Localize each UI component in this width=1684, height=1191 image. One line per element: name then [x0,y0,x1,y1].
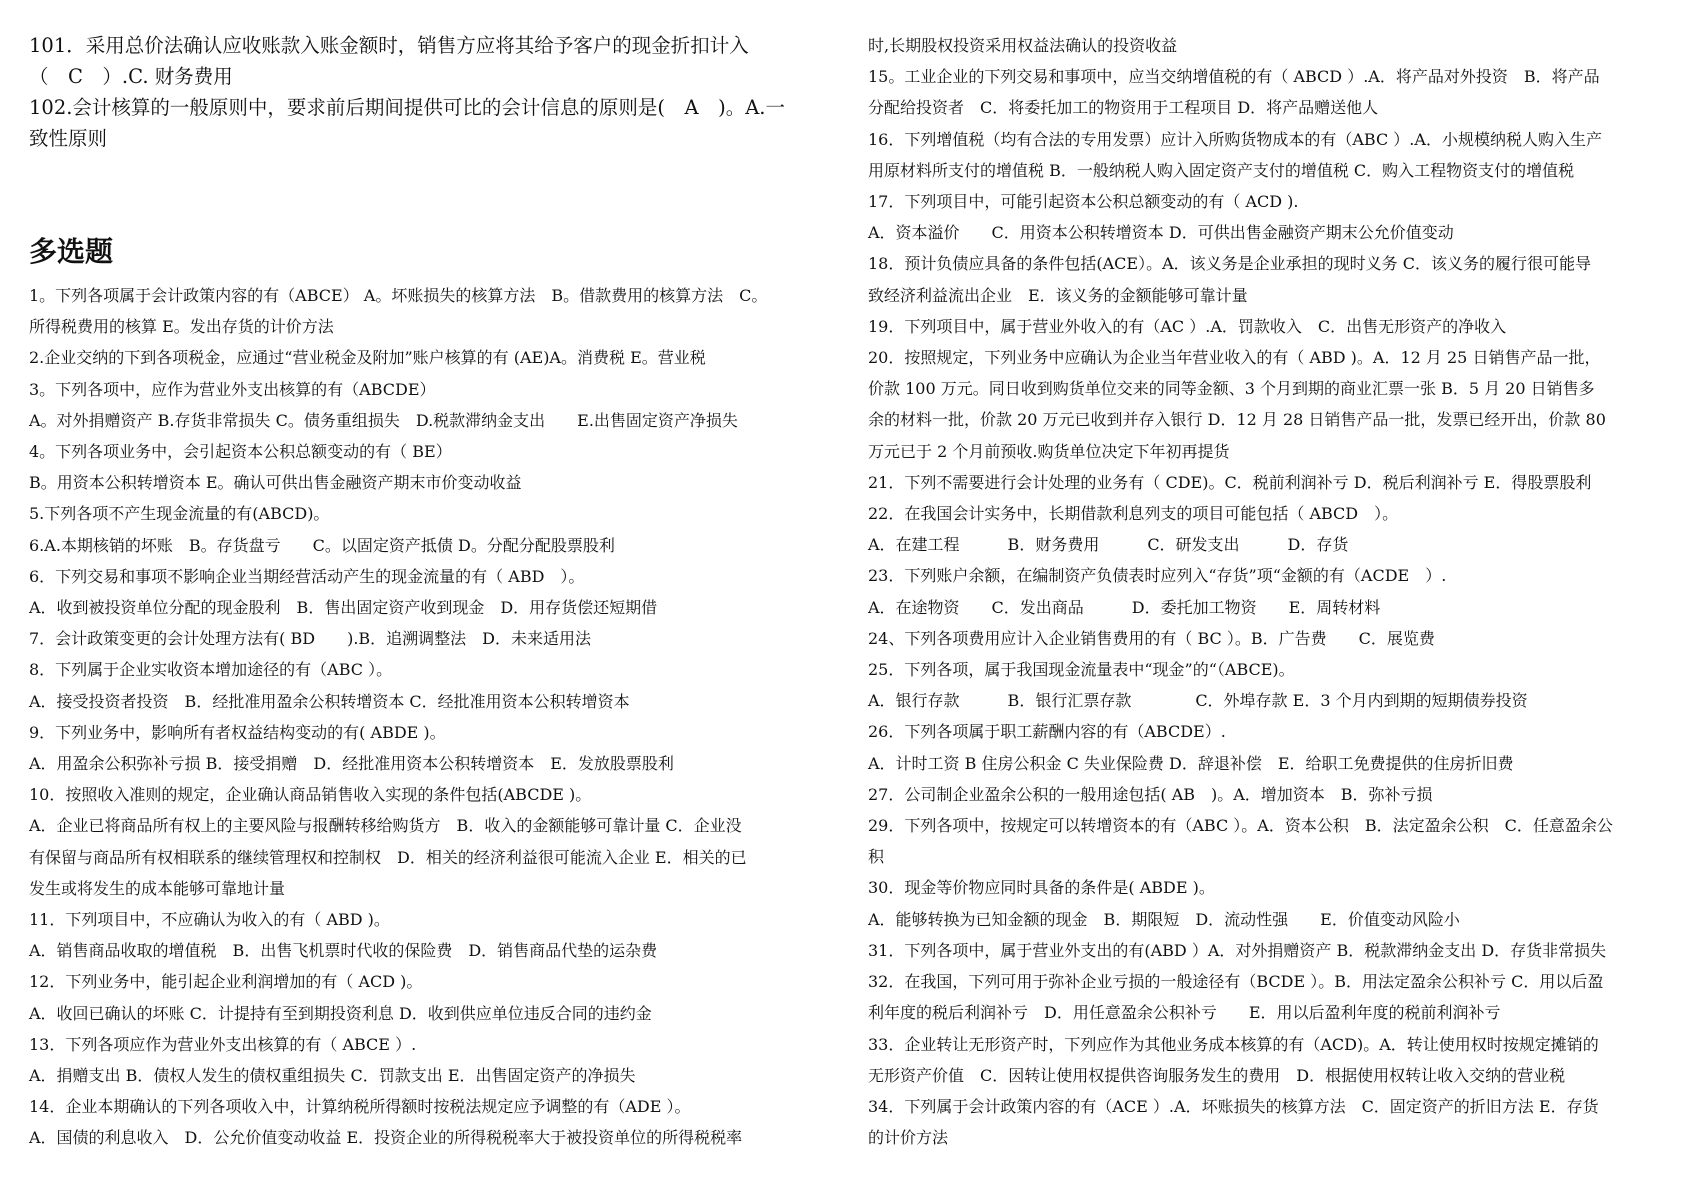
text-line: 22．在我国会计实务中，长期借款利息列支的项目可能包括（ ABCD ）。 [868,504,1399,524]
text-line: 用原材料所支付的增值税 B．一般纳税人购入固定资产支付的增值税 C．购入工程物资支付的增值税 [868,160,1575,180]
text-line: 致经济利益流出企业 E．该义务的金额能够可靠计量 [868,285,1248,305]
text-line: A。对外捐赠资产 B.存货非常损失 C。债务重组损失 D.税款滞纳金支出 E.出售固定资产净损失 [29,410,738,430]
question-102-line-1: 102.会计核算的一般原则中，要求前后期间提供可比的会计信息的原则是( A )。A.一 [29,96,785,119]
heading-gap [29,272,829,280]
question-101-line-1: 101．采用总价法确认应收账款入账金额时，销售方应将其给予客户的现金折扣计入 [29,34,749,57]
text-line: 34．下列属于会计政策内容的有（ACE ）.A．坏账损失的核算方法 C．固定资产的折旧方法 E．存货 [868,1096,1599,1116]
text-line: 1。下列各项属于会计政策内容的有（ABCE） A。坏账损失的核算方法 B。借款费用的核算方法 C。 [29,286,768,305]
text-line: 13．下列各项应作为营业外支出核算的有（ ABCE ）. [29,1034,417,1054]
text-line: A．在建工程 B．财务费用 C．研发支出 D．存货 [868,535,1349,555]
text-line: A．收回已确认的坏账 C．计提持有至到期投资利息 D．收到供应单位违反合同的违约金 [29,1003,652,1023]
text-line: 23．下列账户余额，在编制资产负债表时应列入“存货”项“金额的有（ACDE ）. [868,566,1447,586]
text-line: 21．下列不需要进行会计处理的业务有（ CDE)。C．税前利润补亏 D．税后利润补亏 E．得股票股利 [868,472,1592,492]
text-line: A．国债的利息收入 D．公允价值变动收益 E．投资企业的所得税税率大于被投资单位的所得税税率 [29,1128,743,1148]
text-line: 20．按照规定，下列业务中应确认为企业当年营业收入的有（ ABD )。A．12 月 25 日销售产品一批， [868,348,1601,368]
text-line: 33．企业转让无形资产时，下列应作为其他业务成本核算的有（ACD)。A．转让使用权时按规定摊销的 [868,1034,1599,1054]
text-line: 分配给投资者 C．将委托加工的物资用于工程项目 D．将产品赠送他人 [868,98,1379,118]
text-line: 8．下列属于企业实收资本增加途径的有（ABC ）。 [29,660,393,680]
text-line: 5.下列各项不产生现金流量的有(ABCD)。 [29,504,330,524]
text-line: A．企业已将商品所有权上的主要风险与报酬转移给购货方 B．收入的金额能够可靠计量 C．企业没 [29,816,742,836]
text-line: 29．下列各项中，按规定可以转增资本的有（ABC ）。A．资本公积 B．法定盈余公积 C．任意盈余公 [868,816,1613,836]
text-line: 积 [868,847,885,867]
text-line: 15。工业企业的下列交易和事项中，应当交纳增值税的有（ ABCD ）.A．将产品对外投资 B．将产品 [868,67,1600,87]
text-line: A．能够转换为已知金额的现金 B．期限短 D．流动性强 E．价值变动风险小 [868,909,1460,929]
text-line: A．收到被投资单位分配的现金股利 B．售出固定资产收到现金 D．用存货偿还短期借 [29,598,658,618]
text-line: 7．会计政策变更的会计处理方法有( BD ).B．追溯调整法 D．未来适用法 [29,629,592,649]
text-line: 27．公司制企业盈余公积的一般用途包括( AB )。A．增加资本 B．弥补亏损 [868,784,1433,804]
question-101-line-2: （ C ）.C. 财务费用 [29,65,233,88]
text-line: 10．按照收入准则的规定，企业确认商品销售收入实现的条件包括(ABCDE )。 [29,785,592,805]
text-line: 31．下列各项中，属于营业外支出的有(ABD ）A．对外捐赠资产 B．税款滞纳金支出 D．存货非常损失 [868,940,1607,960]
text-line: 30．现金等价物应同时具备的条件是( ABDE )。 [868,878,1215,898]
text-line: 32．在我国，下列可用于弥补企业亏损的一般途径有（BCDE ）。B．用法定盈余公积补亏 C．用以后盈 [868,972,1604,992]
text-line: A．在途物资 C．发出商品 D．委托加工物资 E．周转材料 [868,597,1381,617]
text-line: 3。下列各项中，应作为营业外支出核算的有（ABCDE） [29,379,436,399]
text-line: 2.企业交纳的下到各项税金，应通过“营业税金及附加”账户核算的有 (AE)A。消费税 E。营业税 [29,348,706,368]
text-line: 所得税费用的核算 E。发出存货的计价方法 [29,317,334,337]
text-line: 25．下列各项，属于我国现金流量表中“现金”的“（ABCE)。 [868,660,1295,680]
text-line: 16．下列增值税（均有合法的专用发票）应计入所购货物成本的有（ABC ）.A．小规模纳税人购入生产 [868,129,1602,149]
section-gap [29,154,829,232]
text-line: 利年度的税后利润补亏 D．用任意盈余公积补亏 E．用以后盈利年度的税前利润补亏 [868,1003,1501,1023]
text-line: 有保留与商品所有权相联系的继续管理权和控制权 D．相关的经济利益很可能流入企业 E．相关的已 [29,847,747,867]
text-line: 4。下列各项业务中，会引起资本公积总额变动的有（ BE） [29,442,452,462]
text-line: 12．下列业务中，能引起企业利润增加的有（ ACD )。 [29,972,423,992]
text-line: A．销售商品收取的增值税 B．出售飞机票时代收的保险费 D．销售商品代垫的运杂费 [29,941,658,961]
text-line: 14．企业本期确认的下列各项收入中，计算纳税所得额时按税法规定应予调整的有（ADE ）。 [29,1097,691,1117]
question-102-line-2: 致性原则 [29,127,108,150]
text-line: 26．下列各项属于职工薪酬内容的有（ABCDE）. [868,722,1226,742]
text-line: A．银行存款 B．银行汇票存款 C．外埠存款 E．3 个月内到期的短期债券投资 [868,691,1528,711]
text-line: 发生或将发生的成本能够可靠地计量 [29,878,286,898]
text-line: 时,长期股权投资采用权益法确认的投资收益 [868,36,1178,55]
text-line: 万元已于 2 个月前预收.购货单位决定下年初再提货 [868,441,1230,461]
text-line: 9．下列业务中，影响所有者权益结构变动的有( ABDE )。 [29,722,446,742]
text-line: 17．下列项目中，可能引起资本公积总额变动的有（ ACD ). [868,192,1299,212]
text-line: 6．下列交易和事项不影响企业当期经营活动产生的现金流量的有（ ABD ）。 [29,566,585,586]
text-line: A．计时工资 B 住房公积金 C 失业保险费 D．辞退补偿 E．给职工免费提供的住房折旧费 [868,753,1514,773]
text-line: 18．预计负债应具备的条件包括(ACE）。A．该义务是企业承担的现时义务 C．该义务的履行很可能导 [868,254,1591,274]
text-line: 无形资产价值 C．因转让使用权提供咨询服务发生的费用 D．根据使用权转让收入交纳的营业税 [868,1065,1566,1085]
text-line: 11．下列项目中，不应确认为收入的有（ ABD )。 [29,910,390,930]
text-line: 余的材料一批，价款 20 万元已收到并存入银行 D．12 月 28 日销售产品一批，发票已经开出，价款 80 [868,410,1606,430]
text-line: A．资本溢价 C．用资本公积转增资本 D．可供出售金融资产期末公允价值变动 [868,223,1454,243]
text-line: 6.A.本期核销的坏账 B。存货盘亏 C。以固定资产抵债 D。分配分配股票股利 [29,535,615,555]
text-line: 价款 100 万元。同日收到购货单位交来的同等金额、3 个月到期的商业汇票一张 B．5 月 20 日销售多 [868,379,1595,399]
left-column [29,30,829,1154]
text-line: 19．下列项目中，属于营业外收入的有（AC ）.A．罚款收入 C．出售无形资产的净收入 [868,316,1507,336]
text-line: A．捐赠支出 B．债权人发生的债权重组损失 C．罚款支出 E．出售固定资产的净损失 [29,1066,636,1086]
section-heading-multiple-choice: 多选题 [29,235,114,268]
text-line: A．接受投资者投资 B．经批准用盈余公积转增资本 C．经批准用资本公积转增资本 [29,691,630,711]
text-line: B。用资本公积转增资本 E。确认可供出售金融资产期末市价变动收益 [29,473,522,493]
text-line: A．用盈余公积弥补亏损 B．接受捐赠 D．经批准用资本公积转增资本 E．发放股票股利 [29,754,674,774]
text-line: 的计价方法 [868,1128,949,1148]
right-column [868,30,1668,1153]
text-line: 24、下列各项费用应计入企业销售费用的有（ BC ）。B．广告费 C．展览费 [868,628,1435,648]
